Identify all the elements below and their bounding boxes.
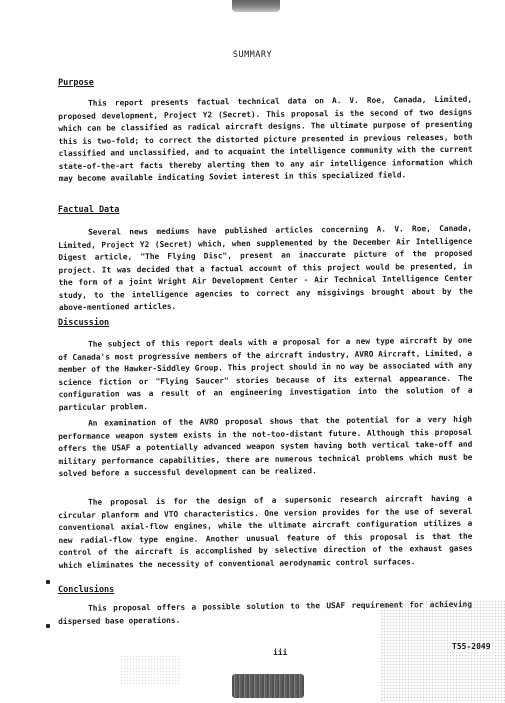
margin-mark — [46, 580, 50, 584]
page-number: iii — [273, 648, 288, 657]
scan-speckle — [120, 655, 180, 685]
heading-discussion: Discussion — [58, 318, 110, 328]
paragraph-discussion-2: An examination of the AVRO proposal shows that the potential for a very high performance weapon system exists in the not-too-distant future. Although this proposal offers the USAF a potentially advanced weapon system having both vertical take-off and military performance capabilities, there are numerous technical problems which must be solved before a successful development can be realized. — [58, 414, 473, 478]
paragraph-factual-data: Several news mediums have published articles concerning A. V. Roe, Canada, Limited, Project Y2 (Secret) which, when supplemented by the December Air Intelligence Digest article, "The Flying Disc", present an inaccurate picture of the proposed project. It was decided that a factual account of this project would be presented, in the form of a joint Wright Air Development Center - Air Technical Intelligence Center study, to the intelligence agencies to correct any misgivings brought about by the above-mentioned articles. — [58, 223, 473, 312]
paragraph-discussion-1: The subject of this report deals with a proposal for a new type aircraft by one of Canada's most progressive members of the aircraft industry, AVRO Aircraft, Limited, a member of the Hawker-Siddley Group. This project should in no way be associated with any science fiction or "Flying Saucer" stories because of its external appearance. The configuration was a result of an engineering investigation into the solution of a particular problem. — [58, 335, 473, 412]
paragraph-purpose: This report presents factual technical data on A. V. Roe, Canada, Limited, proposed development, Project Y2 (Secret). This proposal is the second of two designs which can be classified as radical aircraft designs. The ultimate purpose of presenting this is two-fold; to correct the distorted picture presented in previous releases, both classified and unclassified, and to acquaint the intelligence community with the current state-of-the-art facts thereby alerting them to any air intelligence information which may become available indicating Soviet interest in this specialized field. — [58, 94, 473, 183]
scan-speckle — [380, 600, 505, 703]
scan-artifact-top — [232, 0, 280, 12]
margin-mark — [46, 624, 50, 628]
paragraph-discussion-3: The proposal is for the design of a supersonic research aircraft having a circular planform and VTO characteristics. One version provides for the use of several conventional axial-flow engines, while the ultimate aircraft configuration utilizes a new radial-flow type engine. Another unusual feature of this proposal is that the control of the aircraft is accomplished by selective direction of the exhaust gases which eliminates the necessity of conventional aerodynamic control surfaces. — [58, 493, 473, 570]
paragraph-conclusions: This proposal offers a possible solution to the USAF requirement for achieving dispersed base operations. — [58, 599, 473, 626]
scan-artifact-bottom — [232, 674, 304, 698]
document-title: SUMMARY — [232, 50, 273, 60]
heading-purpose: Purpose — [58, 78, 94, 88]
heading-factual-data: Factual Data — [58, 205, 120, 215]
heading-conclusions: Conclusions — [58, 585, 115, 595]
document-reference: T55-2049 — [452, 642, 491, 651]
